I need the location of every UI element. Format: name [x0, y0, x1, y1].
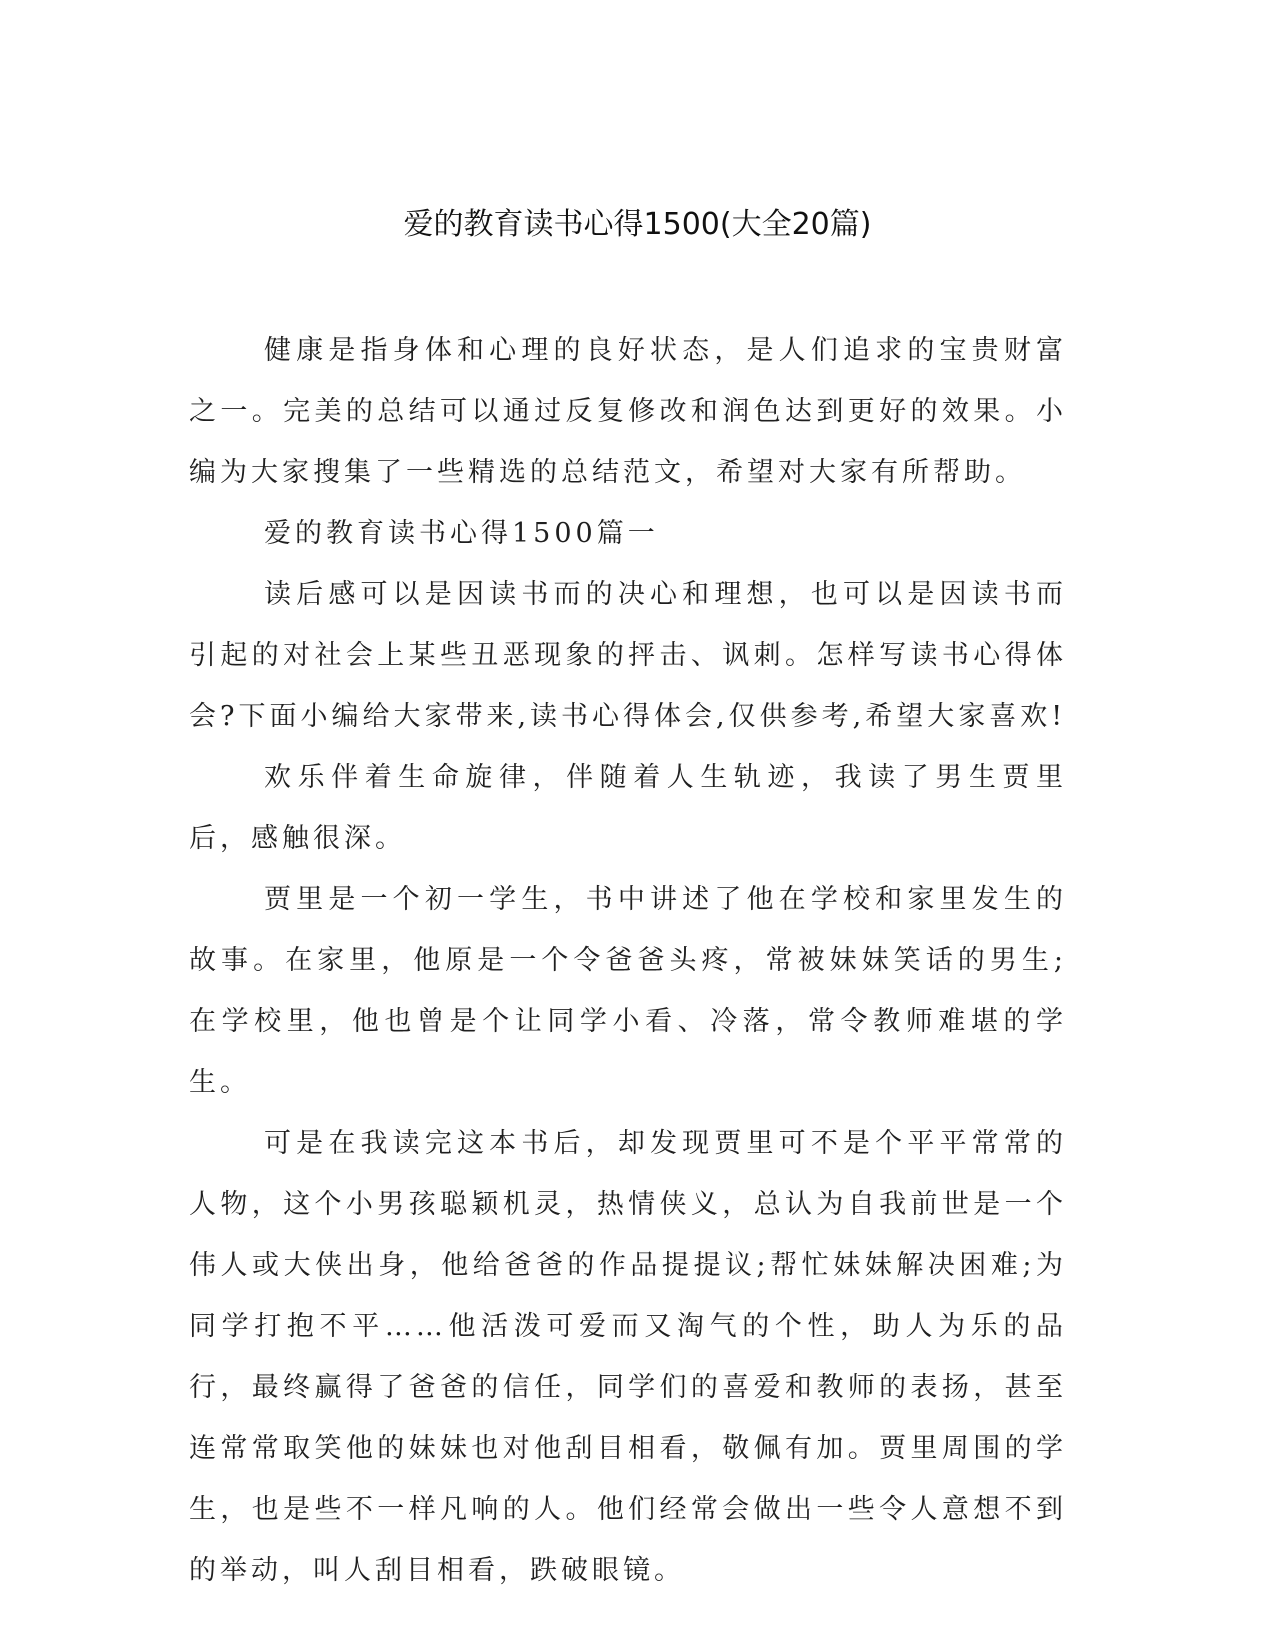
section-heading: 爱的教育读书心得1500篇一 — [264, 518, 659, 549]
paragraph-intro: 健康是指身体和心理的良好状态，是人们追求的宝贵财富之一。完美的总结可以通过反复修改和润色达到更好的效果。小编为大家搜集了一些精选的总结范文，希望对大家有所帮助。 — [189, 335, 1067, 488]
paragraph-reading-notes: 读后感可以是因读书而的决心和理想，也可以是因读书而引起的对社会上某些丑恶现象的抨击、讽刺。怎样写读书心得体会?下面小编给大家带来,读书心得体会,仅供参考,希望大家喜欢! — [189, 579, 1067, 732]
paragraph-discovery: 可是在我读完这本书后，却发现贾里可不是个平平常常的人物，这个小男孩聪颖机灵，热情侠义，总认为自我前世是一个伟人或大侠出身，他给爸爸的作品提提议;帮忙妹妹解决困难;为同学打抱不平……他活泼可爱而又淘气的个性，助人为乐的品行，最终赢得了爸爸的信任，同学们的喜爱和教师的表扬，甚至连常常取笑他的妹妹也对他刮目相看，敬佩有加。贾里周围的学生，也是些不一样凡响的人。他们经常会做出一些令人意想不到的举动，叫人刮目相看，跌破眼镜。 — [189, 1128, 1067, 1586]
paragraph-joy: 欢乐伴着生命旋律，伴随着人生轨迹，我读了男生贾里后，感触很深。 — [189, 762, 1067, 854]
document-title: 爱的教育读书心得1500(大全20篇) — [403, 207, 872, 242]
document-body — [189, 320, 1067, 1601]
paragraph-jiali: 贾里是一个初一学生，书中讲述了他在学校和家里发生的故事。在家里，他原是一个令爸爸头疼，常被妹妹笑话的男生;在学校里，他也曾是个让同学小看、冷落，常令教师难堪的学生。 — [189, 884, 1067, 1098]
